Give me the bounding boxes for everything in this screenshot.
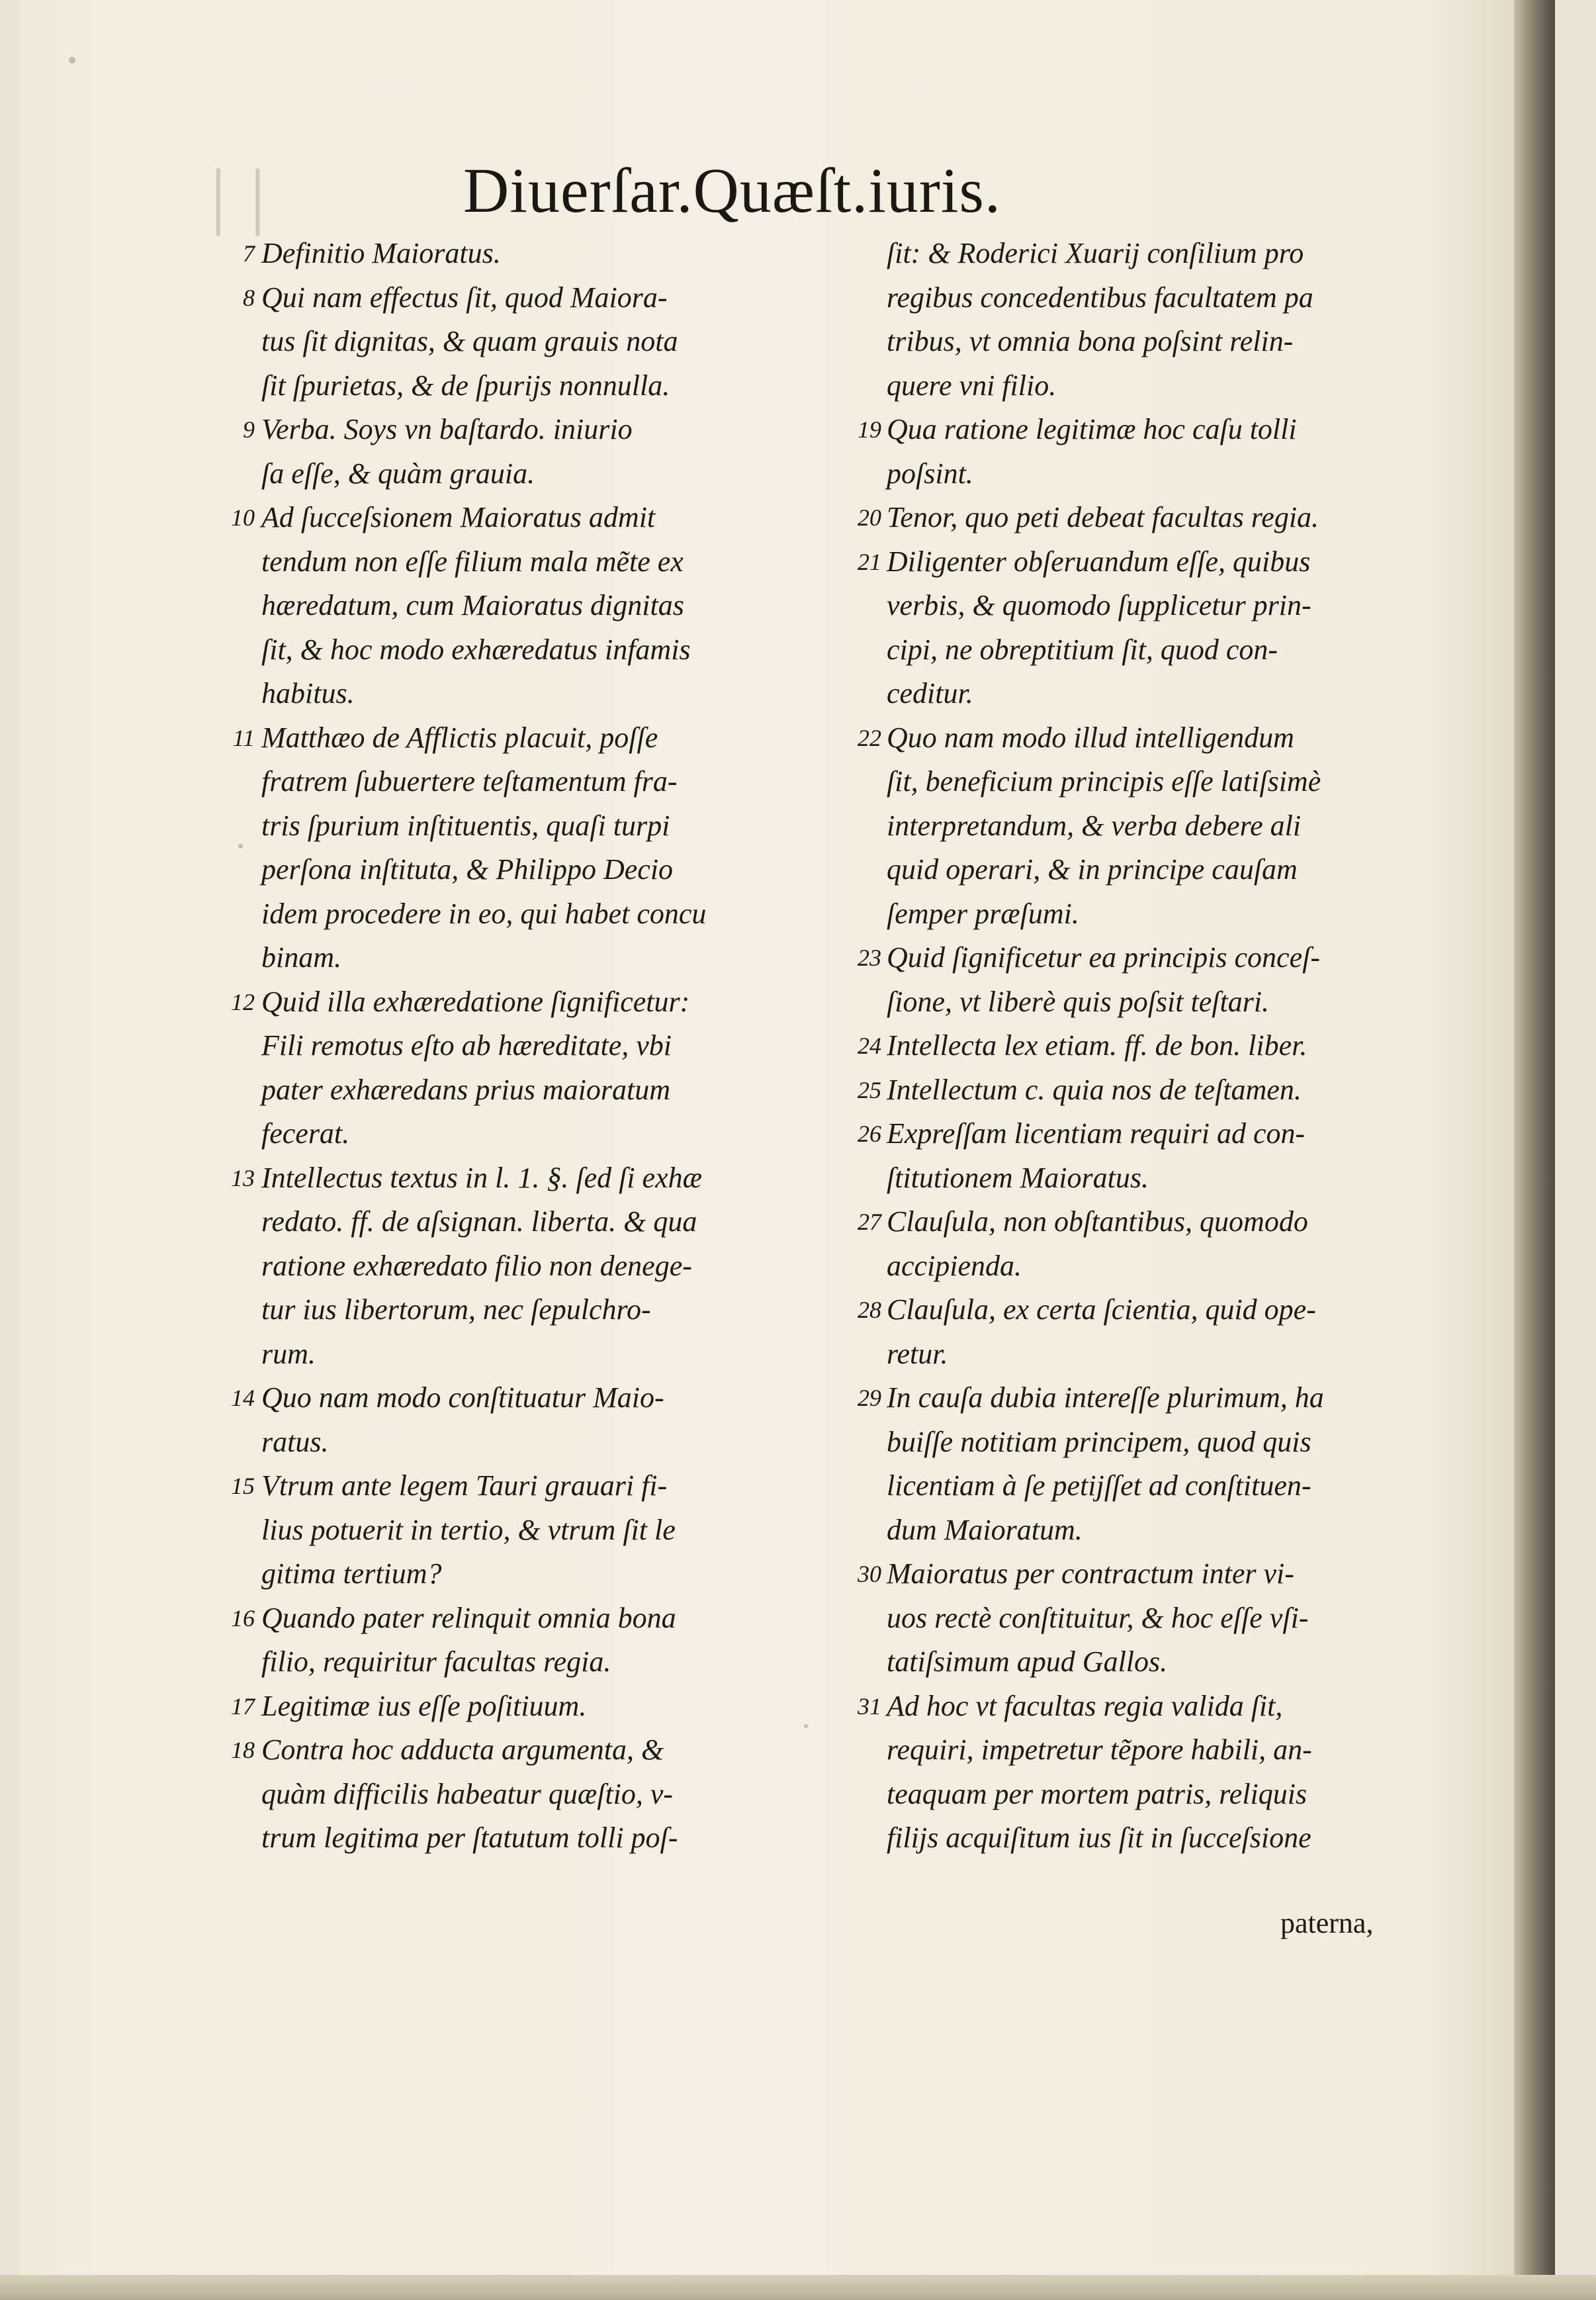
- entry-number: 12: [231, 988, 255, 1015]
- entry-line: Tenor, quo peti debeat facultas regia.: [887, 501, 1319, 533]
- entry-line: Matthæo de Afflictis placuit, poſſe: [261, 721, 658, 754]
- index-entry: [243, 408, 844, 496]
- page-edge: [1514, 0, 1555, 2300]
- entry-number: 22: [858, 724, 881, 751]
- entry-line: tur ius libertorum, nec ſepulchro-: [261, 1293, 651, 1326]
- entry-line: ratione exhæredato filio non denege-: [261, 1249, 692, 1282]
- index-entry: [858, 716, 1390, 937]
- entry-line: ſa eſſe, & quàm grauia.: [261, 457, 535, 490]
- entry-line: Intellectus textus in l. 1. §. ſed ſi exhæ: [261, 1161, 702, 1194]
- entry-line: Clauſula, ex certa ſcientia, quid ope-: [887, 1293, 1316, 1326]
- index-entry: [231, 1596, 844, 1684]
- foxing-spot: [238, 844, 243, 849]
- bottom-page-edge: [0, 2275, 1596, 2300]
- entry-number: 19: [858, 416, 881, 443]
- entry-line: Legitimæ ius eſſe poſitiuum.: [261, 1689, 587, 1722]
- index-entry: [858, 1200, 1390, 1288]
- entry-line: buiſſe notitiam principem, quod quis: [887, 1425, 1311, 1458]
- entry-number: 14: [231, 1385, 255, 1411]
- index-entry: [858, 1288, 1390, 1376]
- entry-line: tatiſsimum apud Gallos.: [887, 1645, 1168, 1678]
- index-entry: [243, 232, 844, 276]
- index-entry: [858, 1112, 1390, 1200]
- entry-number: 18: [231, 1737, 255, 1763]
- index-entry: [231, 1684, 844, 1729]
- entry-line: filio, requiritur facultas regia.: [261, 1645, 611, 1678]
- entry-number: 30: [858, 1561, 881, 1587]
- index-entry: [231, 1376, 844, 1464]
- entry-line: lius potuerit in tertio, & vtrum ſit le: [261, 1513, 676, 1546]
- entry-line: Verba. Soys vn baſtardo. iniurio: [261, 413, 633, 445]
- left-column-index: [231, 232, 844, 1861]
- entry-number: 31: [858, 1692, 881, 1720]
- entry-line: tris ſpurium inſtituentis, quaſi turpi: [261, 809, 670, 842]
- entry-line: Quo nam modo illud intelligendum: [887, 721, 1294, 754]
- index-entry: [858, 1684, 1390, 1861]
- index-entry: [231, 1728, 844, 1861]
- entry-line: teaquam per mortem patris, reliquis: [887, 1777, 1308, 1810]
- entry-line: Quando pater relinquit omnia bona: [261, 1601, 676, 1634]
- index-entry: [858, 540, 1390, 716]
- entry-line: rum.: [261, 1337, 316, 1370]
- entry-line: perſona inſtituta, & Philippo Decio: [261, 853, 674, 886]
- entry-number: 10: [231, 504, 255, 531]
- entry-line: Qua ratione legitimæ hoc caſu tolli: [887, 413, 1297, 445]
- entry-line: quàm difficilis habeatur quæſtio, v-: [261, 1777, 674, 1810]
- entry-line: Quid ſignificetur ea principis conceſ-: [887, 941, 1320, 974]
- entry-line: trum legitima per ſtatutum tolli poſ-: [261, 1821, 678, 1854]
- entry-line: quid operari, & in principe cauſam: [887, 853, 1298, 886]
- entry-line: fratrem ſubuertere teſtamentum fra-: [261, 765, 678, 798]
- index-entry: [243, 276, 844, 408]
- entry-line: ſit ſpurietas, & de ſpurijs nonnulla.: [261, 369, 670, 402]
- entry-line: redato. ff. de aſsignan. liberta. & qua: [261, 1205, 697, 1238]
- index-entry: [231, 980, 844, 1156]
- entry-number: 9: [243, 416, 255, 443]
- index-entry: [231, 496, 844, 716]
- entry-line: ſemper præſumi.: [887, 897, 1079, 930]
- entry-number: 21: [858, 548, 881, 575]
- index-entry: [231, 1464, 844, 1596]
- entry-line: cipi, ne obreptitium ſit, quod con-: [887, 633, 1278, 666]
- entry-line: Fili remotus eſto ab hæreditate, vbi: [261, 1029, 672, 1062]
- catchword: paterna,: [1280, 1907, 1374, 1939]
- entry-line: filijs acquiſitum ius ſit in ſucceſsione: [887, 1821, 1311, 1854]
- index-entry: [858, 496, 1390, 540]
- entry-line: tribus, vt omnia bona poſsint relin-: [887, 325, 1294, 357]
- entry-line: Intellecta lex etiam. ff. de bon. liber.: [887, 1029, 1308, 1062]
- entry-number: 26: [858, 1121, 881, 1147]
- entry-number: 16: [231, 1604, 255, 1632]
- entry-line: idem procedere in eo, qui habet concu: [261, 897, 707, 930]
- entry-line: ſit, beneficium principis eſſe latiſsimè: [887, 765, 1321, 798]
- entry-line: retur.: [887, 1337, 948, 1370]
- entry-line: Diligenter obſeruandum eſſe, quibus: [887, 545, 1311, 578]
- entry-line: Definitio Maioratus.: [261, 237, 501, 269]
- index-entry: [858, 408, 1390, 496]
- entry-line: fecerat.: [261, 1117, 350, 1150]
- entry-line: ceditur.: [887, 677, 973, 710]
- entry-line: regibus concedentibus facultatem pa: [887, 281, 1313, 314]
- entry-line: hæredatum, cum Maioratus dignitas: [261, 589, 684, 621]
- entry-number: 8: [243, 284, 255, 311]
- entry-line: Intellectum c. quia nos de teſtamen.: [887, 1073, 1302, 1106]
- entry-line: licentiam à ſe petijſſet ad conſtituen-: [887, 1469, 1311, 1502]
- index-entry: [858, 1376, 1390, 1552]
- entry-line: Expreſſam licentiam requiri ad con-: [887, 1117, 1306, 1150]
- entry-number: 29: [858, 1385, 881, 1411]
- entry-line: tus ſit dignitas, & quam grauis nota: [261, 325, 678, 357]
- entry-number: 11: [232, 724, 255, 751]
- entry-line: ſtitutionem Maioratus.: [887, 1161, 1149, 1194]
- entry-line: Ad ſucceſsionem Maioratus admit: [261, 501, 656, 533]
- entry-line: Maioratus per contractum inter vi-: [887, 1557, 1294, 1590]
- entry-line: poſsint.: [887, 457, 973, 490]
- entry-line: requiri, impetretur tẽpore habili, an-: [887, 1733, 1312, 1766]
- index-entry: [887, 232, 1390, 408]
- index-entry: [858, 1024, 1390, 1068]
- entry-line: uos rectè conſtituitur, & hoc eſſe vſi-: [887, 1601, 1309, 1634]
- entry-number: 20: [858, 504, 881, 531]
- entry-line: gitima tertium?: [261, 1557, 442, 1590]
- index-entry: [858, 936, 1390, 1024]
- entry-line: ſione, vt liberè quis poſsit teſtari.: [887, 985, 1270, 1018]
- entry-line: Qui nam effectus ſit, quod Maiora-: [261, 281, 668, 314]
- entry-line: Ad hoc vt facultas regia valida ſit,: [887, 1689, 1283, 1722]
- page-title: Diuerſar.Quæſt.iuris.: [463, 155, 1001, 226]
- entry-line: pater exhæredans prius maioratum: [261, 1073, 671, 1106]
- entry-number: 28: [858, 1297, 881, 1323]
- index-entry: [858, 1552, 1390, 1684]
- entry-line: Clauſula, non obſtantibus, quomodo: [887, 1205, 1308, 1238]
- entry-line: Contra hoc adducta argumenta, &: [261, 1733, 664, 1766]
- entry-number: 17: [231, 1692, 255, 1720]
- index-entry: [231, 1156, 844, 1377]
- entry-line: habitus.: [261, 677, 355, 710]
- entry-line: In cauſa dubia intereſſe plurimum, ha: [887, 1381, 1324, 1414]
- entry-line: accipienda.: [887, 1249, 1022, 1282]
- entry-line: tendum non eſſe filium mala mẽte ex: [261, 545, 684, 578]
- entry-number: 15: [231, 1473, 255, 1499]
- entry-number: 13: [231, 1164, 255, 1191]
- entry-line: dum Maioratum.: [887, 1513, 1083, 1546]
- entry-line: interpretandum, & verba debere ali: [887, 809, 1302, 842]
- entry-number: 23: [858, 944, 881, 971]
- foxing-spot: [69, 57, 75, 64]
- entry-line: binam.: [261, 941, 341, 974]
- show-through-folio: ││: [199, 170, 278, 232]
- entry-line: verbis, & quomodo ſupplicetur prin-: [887, 589, 1311, 621]
- entry-number: 25: [858, 1076, 881, 1103]
- right-column-index: [858, 232, 1390, 1861]
- entry-line: ſit, & hoc modo exhæredatus infamis: [261, 633, 691, 666]
- entry-line: quere vni filio.: [887, 369, 1057, 402]
- entry-number: 27: [858, 1209, 881, 1235]
- index-entry: [232, 716, 844, 980]
- entry-number: 24: [858, 1033, 881, 1059]
- entry-line: ſit: & Roderici Xuarij conſilium pro: [887, 237, 1304, 269]
- entry-line: Quid illa exhæredatione ſignificetur:: [261, 985, 690, 1018]
- entry-line: Quo nam modo conſtituatur Maio-: [261, 1381, 664, 1414]
- index-entry: [858, 1068, 1390, 1113]
- entry-number: 7: [243, 240, 255, 267]
- entry-line: Vtrum ante legem Tauri grauari fi-: [261, 1469, 668, 1502]
- entry-line: ratus.: [261, 1425, 329, 1458]
